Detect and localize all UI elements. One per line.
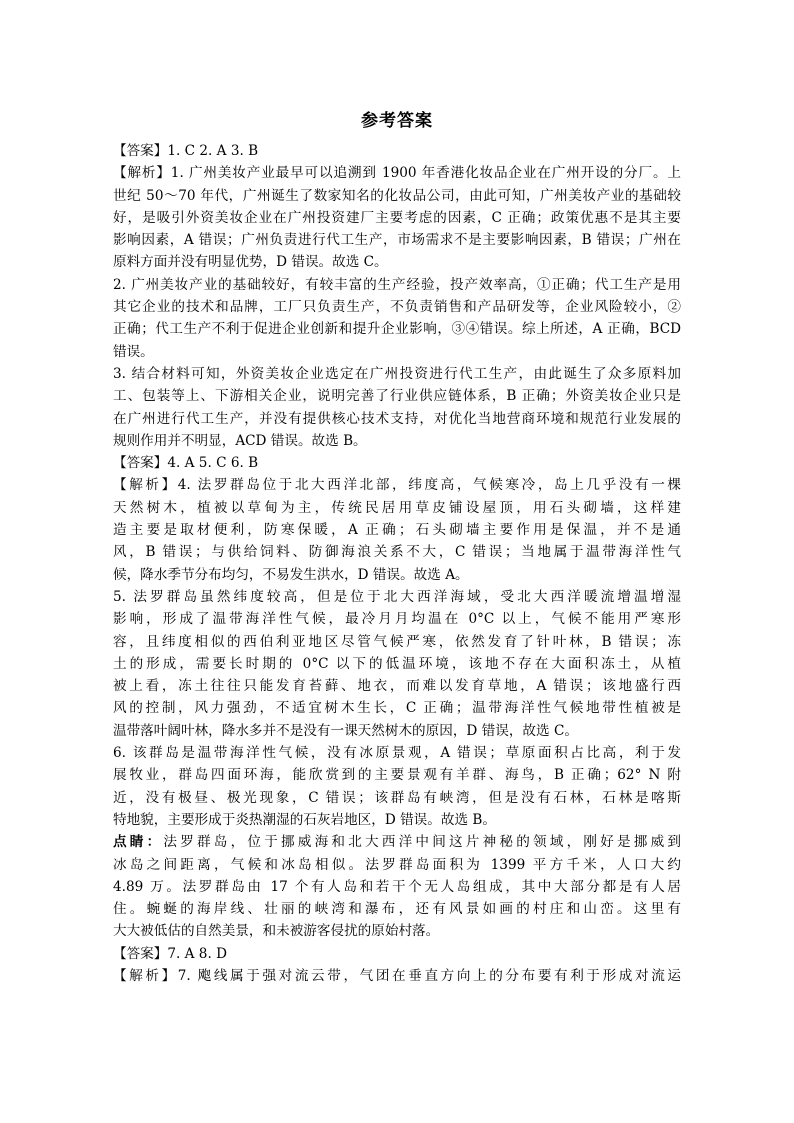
text-line: 特地貌，主要形成于炎热潮湿的石灰岩地区，D 错误。故选 B。 [113,811,496,828]
text-line: 【解析】4. 法罗群岛位于北大西洋北部，纬度高，气候寒冷，岛上几乎没有一棵 [113,477,681,494]
text-line [113,831,681,853]
text-line: 2. 广州美妆产业的基础较好，有较丰富的生产经验，投产效率高，①正确；代工生产是用 [113,276,681,293]
text-line: 3. 结合材料可知，外资美妆企业选定在广州投资进行代工生产，由此诞生了众多原料加 [113,365,681,382]
text-line: 世纪 50～70 年代，广州诞生了数家知名的化妆品公司，由此可知，广州美妆产业的基础较 [113,187,681,204]
text-line: 候，降水季节分布均匀，不易发生洪水，D 错误。故选 A。 [113,566,469,583]
text-line: 容，且纬度相似的西伯利亚地区尽管气候严寒，依然发育了针叶林，B 错误；冻 [113,633,681,650]
text-line: 近，没有极昼、极光现象，C 错误；该群岛有峡湾，但是没有石林，石林是喀斯 [113,789,681,806]
text-line: 【答案】7. A 8. D [113,945,227,962]
text-line: 正确；代工生产不利于促进企业创新和提升企业影响，③④错误。综上所述，A 正确，BCD [113,321,681,338]
text-line: 温带落叶阔叶林，降水多并不是没有一课天然树木的原因，D 错误，故选 C。 [113,722,578,739]
text-line: 风，B 错误；与供给饲料、防御海浪关系不大，C 错误；当地属于温带海洋性气 [113,544,681,561]
text-line: 冰岛之间距离，气候和冰岛相似。法罗群岛面积为 1399 平方千米，人口大约 [113,856,681,873]
note-text: 法罗群岛，位于挪威海和北大西洋中间这片神秘的领域，刚好是挪威到 [163,834,681,851]
text-line: 5. 法罗群岛虽然纬度较高，但是位于北大西洋海域，受北大西洋暖流增温增湿 [113,588,681,605]
text-line: 4.89 万。法罗群岛由 17 个有人岛和若干个无人岛组成，其中大部分都是有人居 [113,878,681,895]
text-line: 影响，形成了温带海洋性气候，最冷月月均温在 0°C 以上，气候不能用严寒形 [113,611,681,628]
text-line: 展牧业，群岛四面环海，能欣赏到的主要景观有羊群、海鸟，B 正确；62° N 附 [113,767,681,784]
text-line: 在广州进行代工生产，并没有提供核心技术支持，对优化当地营商环境和规范行业发展的 [113,410,681,427]
text-line: 6. 该群岛是温带海洋性气候，没有冰原景观，A 错误；草原面积占比高，利于发 [113,745,681,762]
text-line: 住。蜿蜒的海岸线、壮丽的峡湾和瀑布，还有风景如画的村庄和山峦。这里有 [113,901,681,918]
text-line: 大大被低估的自然美景，和未被游客侵扰的原始村落。 [113,923,440,940]
text-line: 【解析】7. 飑线属于强对流云带，气团在垂直方向上的分布要有利于形成对流运 [113,967,681,984]
text-line: 错误。 [113,343,154,360]
text-line: 【答案】1. C 2. A 3. B [113,143,259,159]
text-line: 好，是吸引外资美妆企业在广州投资建厂主要考虑的因素，C 正确；政策优惠不是其主要 [113,209,681,226]
text-line: 天然树木，植被以草甸为主，传统民居用草皮铺设屋顶，用石头砌墙，这样建 [113,499,681,516]
text-line: 风的控制，风力强劲，不适宜树木生长，C 正确；温带海洋性气候地带性植被是 [113,700,681,717]
text-line: 工、包装等上、下游相关企业，说明完善了行业供应链体系，B 正确；外资美妆企业只是 [113,388,681,405]
text-line: 土的形成，需要长时期的 0°C 以下的低温环境，该地不存在大面积冻土，从植 [113,655,681,672]
answer-body [113,140,681,987]
text-line: 【解析】1. 广州美妆产业最早可以追溯到 1900 年香港化妆品企业在广州开设的分厂。上 [113,165,681,182]
text-line: 规则作用并不明显，ACD 错误。故选 B。 [113,432,367,449]
text-line: 原料方面并没有明显优势，D 错误。故选 C。 [113,254,388,271]
text-line: 其它企业的技术和品牌，工厂只负责生产，不负责销售和产品研发等，企业风险较小，② [113,299,681,316]
text-line: 被上看，冻土往往只能发育苔藓、地衣，而难以发育草地，A 错误；该地盛行西 [113,678,681,695]
document-title: 参考答案 [361,111,433,131]
text-line: 【答案】4. A 5. C 6. B [113,455,259,472]
note-lead: 点睛： [113,834,164,851]
text-line: 造主要是取材便利，防寒保暖，A 正确；石头砌墙主要作用是保温，并不是通 [113,522,681,539]
text-line: 影响因素，A 错误；广州负责进行代工生产，市场需求不是主要影响因素，B 错误；广州在 [113,232,681,249]
